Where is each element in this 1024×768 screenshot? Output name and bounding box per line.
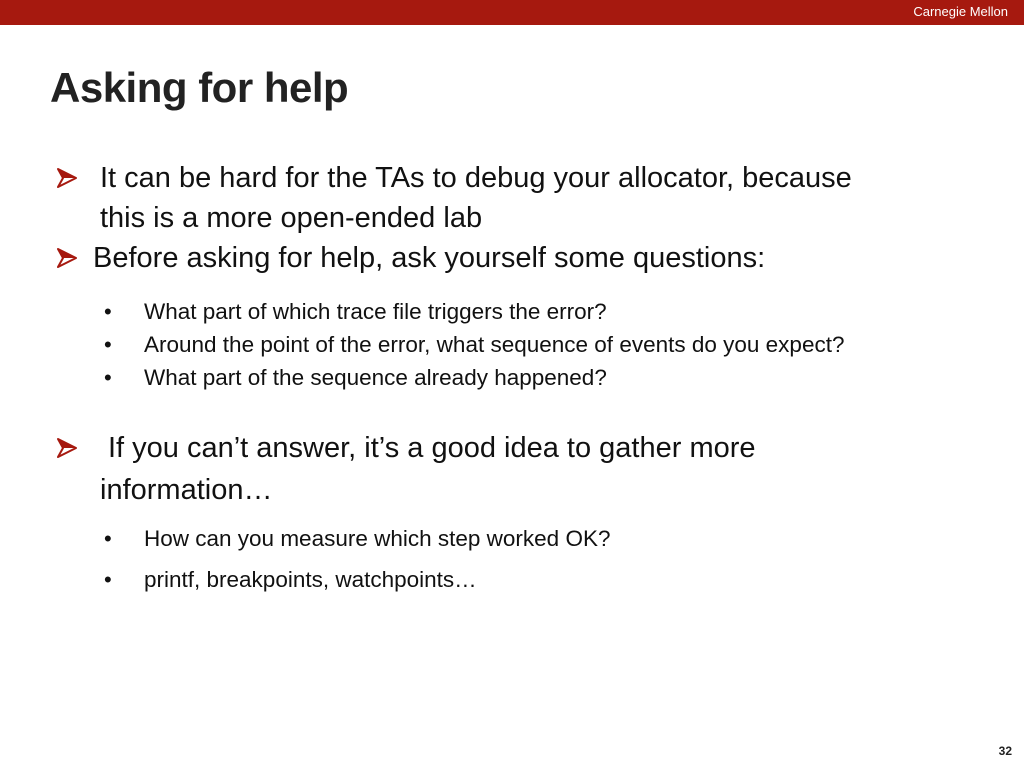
sub-bullet-dot: • — [104, 567, 112, 592]
sub-item: printf, breakpoints, watchpoints… — [144, 567, 477, 592]
sub-bullet-dot: • — [104, 299, 112, 324]
bullet-3-line-1: If you can’t answer, it’s a good idea to gather more — [108, 432, 756, 464]
slide-title: Asking for help — [50, 64, 349, 111]
bullet-1-line-1: It can be hard for the TAs to debug your allocator, because — [100, 162, 852, 194]
sub-bullet-dot: • — [104, 365, 112, 390]
arrow-bullet-icon — [56, 437, 78, 459]
sub-bullet-dot: • — [104, 332, 112, 357]
sub-item: What part of which trace file triggers the error? — [144, 299, 607, 324]
sub-bullet-dot: • — [104, 526, 112, 551]
sub-item: How can you measure which step worked OK? — [144, 526, 611, 551]
org-name: Carnegie Mellon — [913, 4, 1008, 19]
bullet-1-line-2: this is a more open-ended lab — [100, 202, 483, 234]
arrow-bullet-icon — [56, 247, 78, 269]
sub-item: What part of the sequence already happened? — [144, 365, 607, 390]
bullet-3-line-2: information… — [100, 474, 273, 506]
arrow-bullet-icon — [56, 167, 78, 189]
sub-item: Around the point of the error, what sequence of events do you expect? — [144, 332, 845, 357]
page-number: 32 — [998, 744, 1012, 758]
header-bar — [0, 0, 1024, 25]
bullet-2-line-1: Before asking for help, ask yourself some questions: — [93, 242, 766, 274]
